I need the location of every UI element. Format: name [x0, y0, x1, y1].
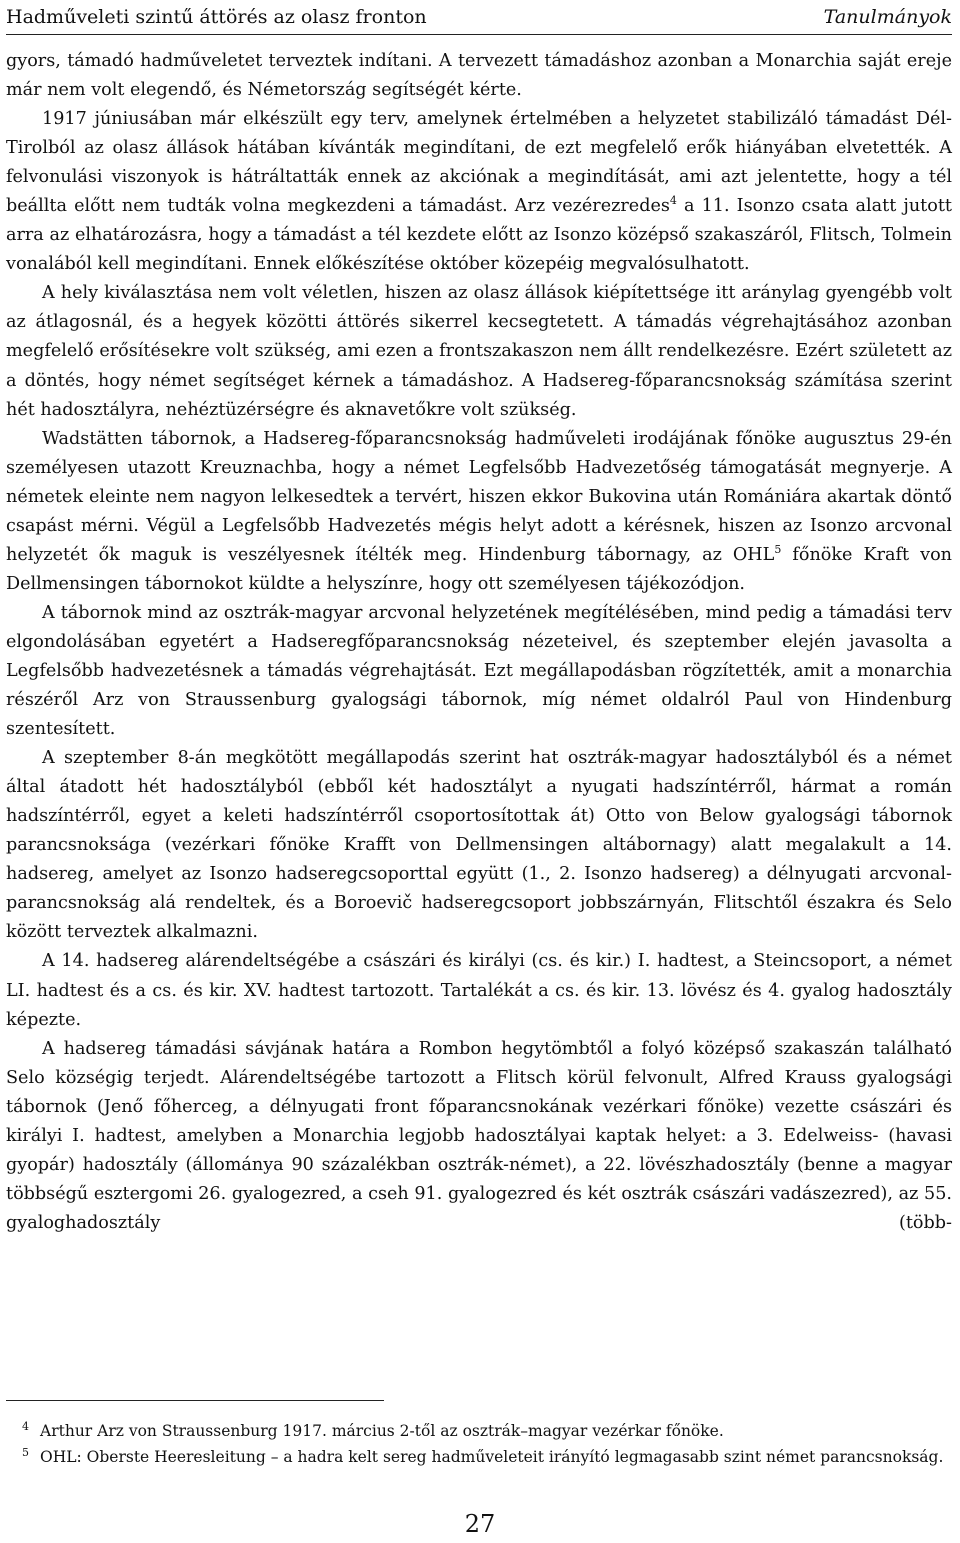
footnote-ref: 4 [669, 194, 677, 208]
footnote-ref: 5 [774, 542, 782, 556]
footnote-number: 5 [22, 1446, 29, 1459]
paragraph-text: főnöke Kraft von Dellmensingen tábornokot küldte a helyszínre, hogy ott személyesen tájékozódjon. [6, 544, 952, 594]
paragraph-text: 1917 júniusában már elkészült egy terv, amelynek értelmében a helyzetet stabilizáló támadást Dél-Tirolból az olasz állások hátában kívánták megindítani, de ezt megfelelő erők hiányában elvetették. A felvonulási viszonyok is hátráltatták ennek az akciónak a megindítását, ami azt jelentette, hogy a tél beállta előtt nem tudták volna megkezdeni a támadást. Arz vezérezredes [6, 109, 952, 217]
page-number: 27 [464, 1510, 496, 1538]
footnote-text: Arthur Arz von Straussenburg 1917. március 2-től az osztrák–magyar vezérkar főnöke. [40, 1422, 724, 1440]
footnote-divider [6, 1400, 384, 1401]
footnote-text: OHL: Oberste Heeresleitung – a hadra kelt sereg hadműveleteit irányító legmagasabb szint német parancsnokság. [40, 1448, 944, 1466]
paragraph: A hely kiválasztása nem volt véletlen, hiszen az olasz állások kiépítettsége itt aránylag gyengébb volt az átlagosnál, és a hegyek közötti áttörés sikerrel kecsegtetett. A támadás végrehajtásához azonban megfelelő erősítésekre volt szükség, ami ezen a frontszakaszon nem állt rendelkezésre. Ezért született az a döntés, hogy német segítséget kérnek a támadáshoz. A Hadsereg-főparancsnokság számítása szerint hét hadosztályra, nehéztüzérségre és aknavetőkre volt szükség. [6, 283, 952, 420]
paragraph: A hadsereg támadási sávjának határa a Rombon hegytömbtől a folyó középső szakaszán található Selo községig terjedt. Alárendeltségébe tartozott a Flitsch körül felvonult, Alfred Krauss gyalogsági tábornok (Jenő főherceg, a délnyugati front főparancsnokának vezérkari főnöke) vezette császári és királyi I. hadtest, amelyben a Monarchia legjobb hadosztályai kaptak helyet: a 3. Edelweiss- (havasi gyopár) hadosztály (állománya 90 százalékban osztrák-német), a 22. lövészhadosztály (benne a magyar többségű esztergomi 26. gyalogezred, a cseh 91. gyalogezred és két osztrák császári vadászezred), az 55. gyaloghadosztály (több- [6, 1038, 952, 1233]
header-section: Tanulmányok [823, 6, 952, 28]
running-header [6, 0, 952, 35]
paragraph-text: Wadstätten tábornok, a Hadsereg-főparancsnokság hadműveleti irodájának főnöke augusztus 29-én személyesen utazott Kreuznachba, hogy a német Legfelsőbb Hadvezetőség támogatását megnyerje. A németek eleinte nem nagyon lelkesedtek a tervért, hiszen ekkor Bukovina után Romániára akartak döntő csapást mérni. Végül a Legfelsőbb Hadvezetés mégis helyt adott a kérésnek, hiszen az Isonzo arcvonal helyzetét ők maguk is veszélyesnek ítélték meg. Hindenburg tábornagy, az OHL [6, 428, 952, 565]
paragraph: A tábornok mind az osztrák-magyar arcvonal helyzetének megítélésében, mind pedig a támadási terv elgondolásában egyetért a Hadseregfőparancsnokság nézeteivel, és szeptember elején javasolta a Legfelsőbb hadvezetésnek a támadás végrehajtását. Ezt megállapodásban rögzítették, amit a monarchia részéről Arz von Straussenburg gyalogsági tábornok, míg német oldalról Paul von Hindenburg szentesített. [6, 602, 952, 740]
paragraph: A 14. hadsereg alárendeltségébe a császári és királyi (cs. és kir.) I. hadtest, a Steincsoport, a német LI. hadtest és a cs. és kir. XV. hadtest tartozott. Tartalékát a cs. és kir. 13. lövész és 4. gyalog hadosztály képezte. [6, 951, 952, 1030]
footnotes [6, 1418, 952, 1470]
paragraph: gyors, támadó hadműveletet terveztek indítani. A tervezett támadáshoz azonban a Monarchia saját ereje már nem volt elegendő, és Németország segítségét kérte. [6, 51, 952, 101]
paragraph [6, 105, 952, 279]
paragraph [6, 425, 952, 599]
footnote [6, 1418, 952, 1444]
paragraph: A szeptember 8-án megkötött megállapodás szerint hat osztrák-magyar hadosztályból és a német által átadott hét hadosztályból (ebből két hadosztályt a nyugati hadszíntérről, hármat a román hadszíntérről, egyet a keleti hadszíntérről csoportosítottak át) Otto von Below gyalogsági tábornok parancsnoksága (vezérkari főnöke Krafft von Dellmensingen altábornagy) alatt megalakult a 14. hadsereg, amelyet az Isonzo hadseregcsoporttal együtt (1., 2. Isonzo hadsereg) a délnyugati arcvonal-parancsnokság alá rendeltek, és a Boroevič hadseregcsoport jobbszárnyán, Flitschtől északra és Selo között terveztek alkalmazni. [6, 748, 952, 943]
footnote-number: 4 [22, 1420, 29, 1433]
footnote [6, 1444, 952, 1470]
paragraph-text: a 11. Isonzo csata alatt jutott arra az elhatározásra, hogy a támadást a tél kezdete előtt az Isonzo középső szakaszáról, Flitsch, Tolmein vonalából kell megindítani. Ennek előkészítése október közepéig megvalósulhatott. [6, 196, 952, 275]
header-title: Hadműveleti szintű áttörés az olasz fronton [6, 6, 427, 28]
article-body [6, 47, 952, 1238]
